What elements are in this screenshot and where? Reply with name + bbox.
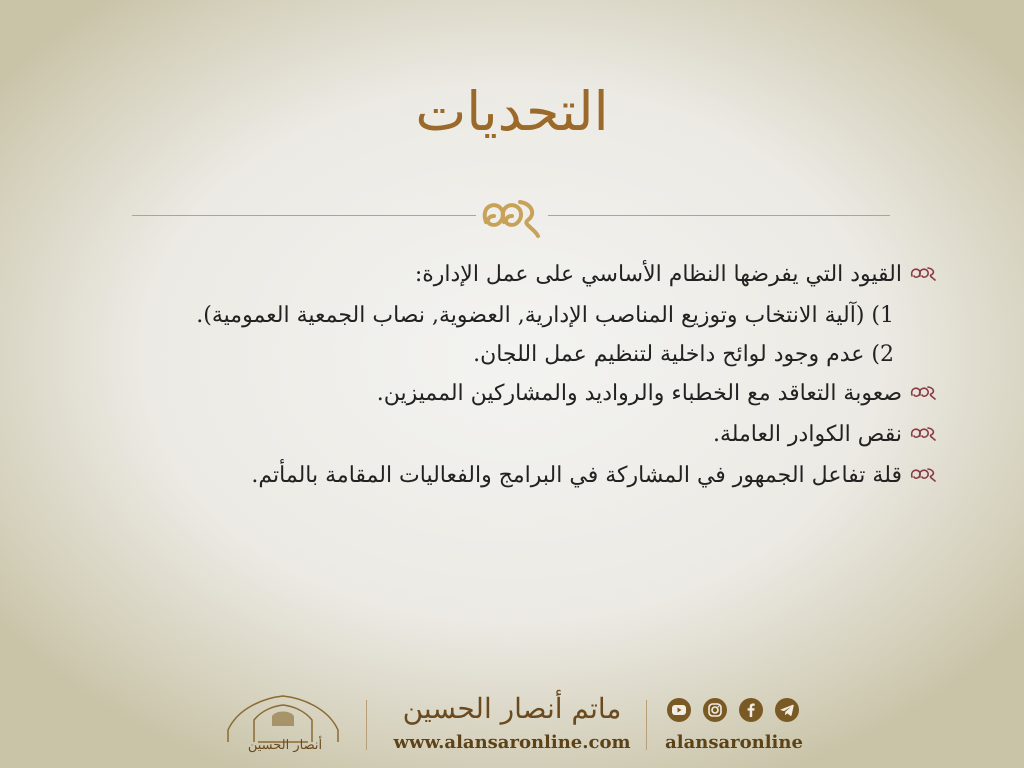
youtube-icon[interactable]: [667, 698, 691, 722]
logo-caption: أنصار الحسين: [247, 738, 323, 753]
facebook-icon[interactable]: [739, 698, 763, 722]
footer-banner: [0, 690, 1024, 768]
sub-bullet-item: [135, 299, 936, 332]
slide-title: التحديات: [415, 80, 609, 143]
footer-separator: [646, 700, 647, 750]
title-divider-left: [132, 215, 476, 216]
bullet-item: [135, 418, 936, 451]
bullet-text: قلة تفاعل الجمهور في المشاركة في البرامج والفعاليات المقامة بالمأتم.: [251, 463, 902, 488]
social-handle[interactable]: alansaronline: [665, 732, 803, 753]
flourish-ornament-icon: [476, 192, 548, 240]
flourish-bullet-icon: [910, 466, 936, 482]
bullet-list: [135, 258, 936, 500]
sub-bullet-item: [135, 338, 936, 371]
flourish-bullet-icon: [910, 384, 936, 400]
bullet-text: القيود التي يفرضها النظام الأساسي على عمل الإدارة:: [414, 262, 902, 287]
brand-name: ماتم أنصار الحسين: [402, 692, 622, 725]
bullet-item: [135, 459, 936, 492]
telegram-icon[interactable]: [775, 698, 799, 722]
bullet-item: [135, 258, 936, 291]
bullet-item: [135, 377, 936, 410]
bullet-text: نقص الكوادر العاملة.: [712, 422, 902, 447]
footer-separator: [366, 700, 367, 750]
website-link[interactable]: www.alansaronline.com: [393, 732, 631, 753]
social-icons: [667, 698, 801, 724]
sub-bullet-text: 1) (آلية الانتخاب وتوزيع المناصب الإدارية, العضوية, نصاب الجمعية العمومية).: [196, 303, 894, 328]
instagram-icon[interactable]: [703, 698, 727, 722]
flourish-bullet-icon: [910, 425, 936, 441]
title-divider-right: [548, 215, 890, 216]
sub-bullet-text: 2) عدم وجود لوائح داخلية لتنظيم عمل اللجان.: [473, 342, 894, 367]
bullet-text: صعوبة التعاقد مع الخطباء والرواديد والمشاركين المميزين.: [376, 381, 902, 406]
flourish-bullet-icon: [910, 265, 936, 281]
